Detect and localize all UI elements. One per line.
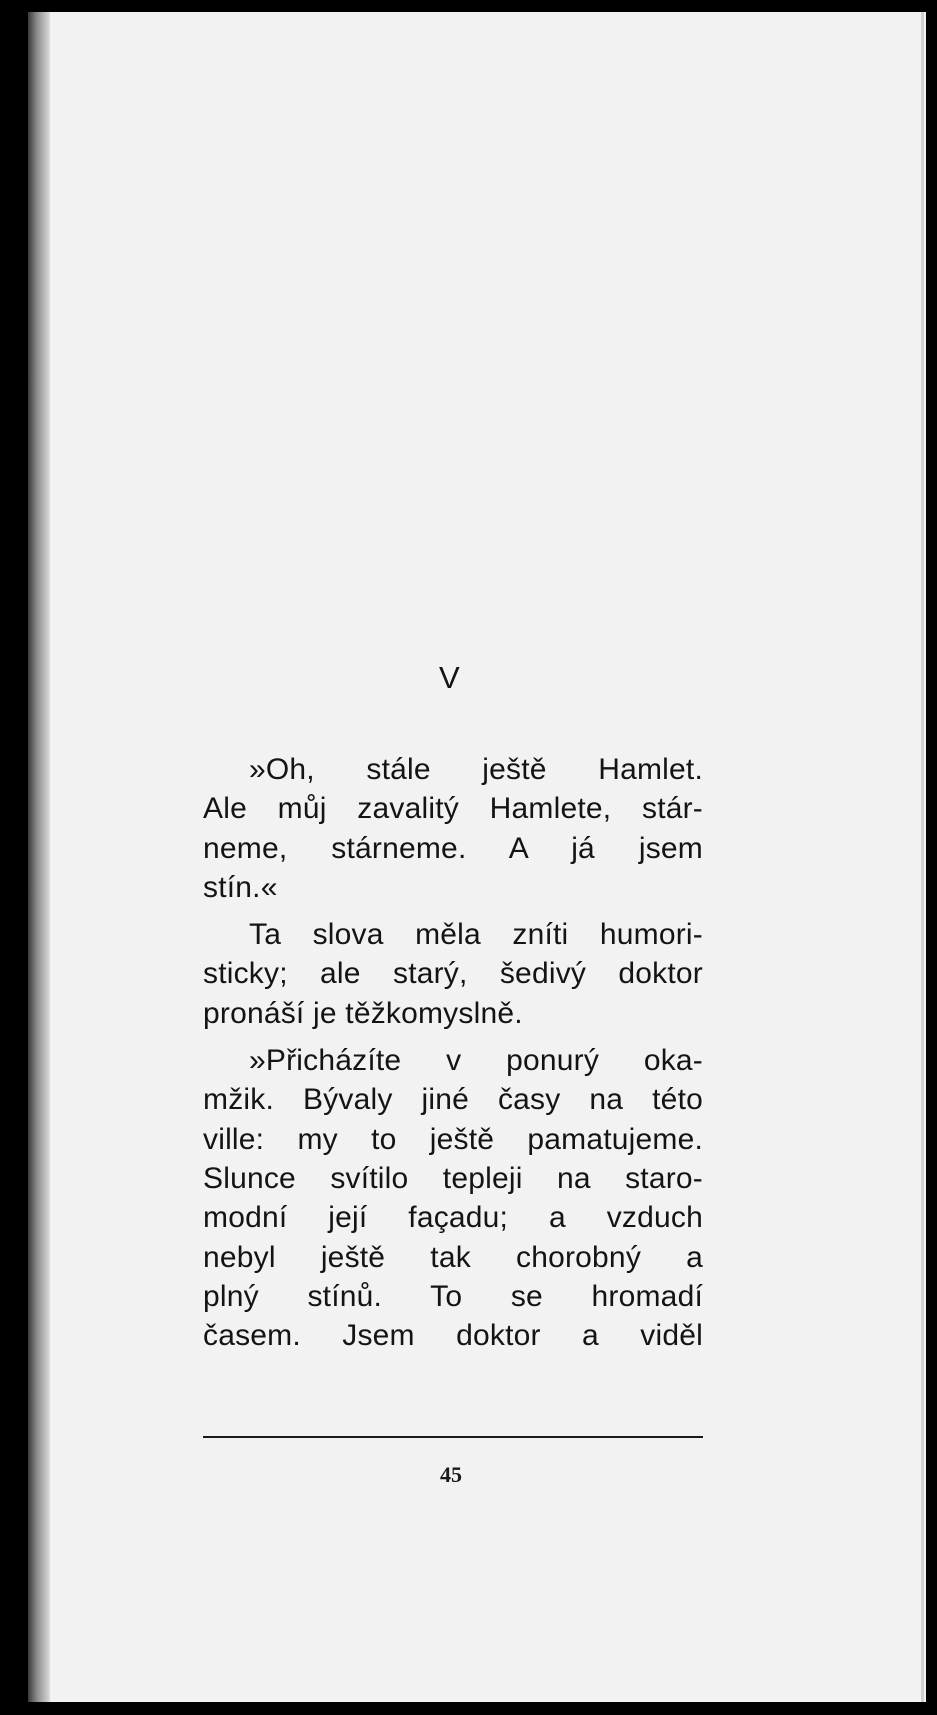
page-right-edge (921, 12, 924, 1702)
footer-rule (203, 1436, 703, 1438)
text-line: ville: my to ještě pamatujeme. (203, 1122, 703, 1156)
page-binding-shadow (28, 12, 50, 1702)
text-line: modní její façadu; a vzduch (203, 1201, 703, 1235)
text-line: plný stínů. To se hromadí (203, 1279, 703, 1313)
text-line: stín.« (203, 870, 278, 904)
book-page (28, 12, 926, 1702)
text-line: pronáší je těžkomyslně. (203, 996, 523, 1030)
chapter-number: V (439, 660, 460, 695)
text-line: nebyl ještě tak chorobný a (203, 1240, 703, 1274)
text-line: »Přicházíte v ponurý oka- (249, 1044, 703, 1078)
text-line: »Oh, stále ještě Hamlet. (249, 753, 703, 786)
text-line: časem. Jsem doktor a viděl (203, 1319, 703, 1353)
text-line: Ale můj zavalitý Hamlete, stár- (203, 792, 703, 826)
text-line: sticky; ale starý, šedivý doktor (203, 957, 703, 991)
page-number-text: 45 (440, 1462, 462, 1487)
text-line: neme, stárneme. A já jsem (203, 831, 703, 865)
text-line: mžik. Bývaly jiné časy na této (203, 1083, 703, 1117)
text-line: Ta slova měla zníti humori- (249, 918, 703, 952)
text-line: Slunce svítilo tepleji na staro- (203, 1161, 703, 1195)
body-text (203, 750, 703, 1355)
